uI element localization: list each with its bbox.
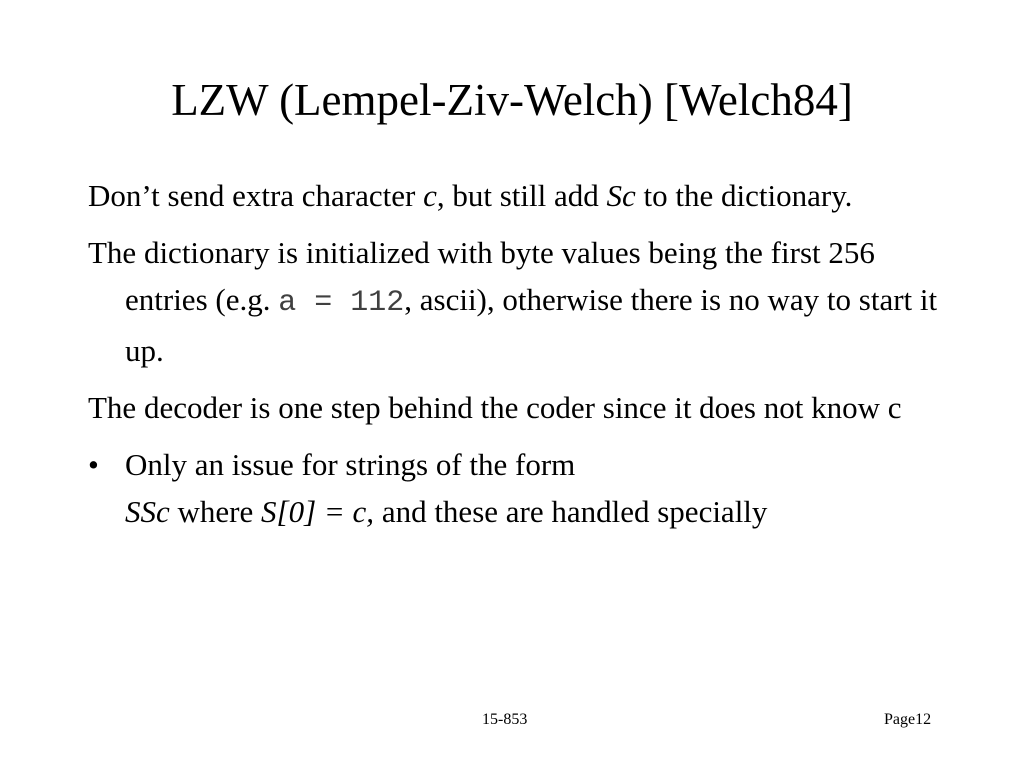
paragraph-text: The decoder is one step behind the coder since it does not know c xyxy=(88,390,902,425)
variable-c: c xyxy=(423,178,437,213)
bullet-text: Only an issue for strings of the form xyxy=(125,447,576,482)
code-example: a = 112 xyxy=(278,286,405,320)
paragraph-text: , but still add xyxy=(436,178,607,213)
condition-expression: S[0] = c, xyxy=(261,494,375,529)
paragraph-text: , ascii), otherwise there is no way to start it up. xyxy=(125,282,938,368)
footer-page-number: Page12 xyxy=(884,711,932,728)
paragraph-text: to the dictionary. xyxy=(635,178,853,213)
bullet-item-strings xyxy=(88,441,938,535)
paragraph-text: The dictionary is initialized with byte values being the first 256 entries (e.g. xyxy=(88,235,875,317)
slide-body xyxy=(88,172,938,535)
bullet-text: and these are handled specially xyxy=(374,494,768,529)
footer-course-number: 15-853 xyxy=(482,711,528,728)
paragraph-dictionary-init xyxy=(88,229,938,374)
bullet-icon: • xyxy=(88,447,99,482)
paragraph-decoder xyxy=(88,384,938,431)
variable-ssc: SSc xyxy=(125,494,170,529)
slide-title: LZW (Lempel-Ziv-Welch) [Welch84] xyxy=(171,75,853,125)
variable-sc: Sc xyxy=(606,178,636,213)
paragraph-extra-character xyxy=(88,172,938,219)
paragraph-text: Don’t send extra character xyxy=(88,178,424,213)
bullet-text: where xyxy=(169,494,261,529)
